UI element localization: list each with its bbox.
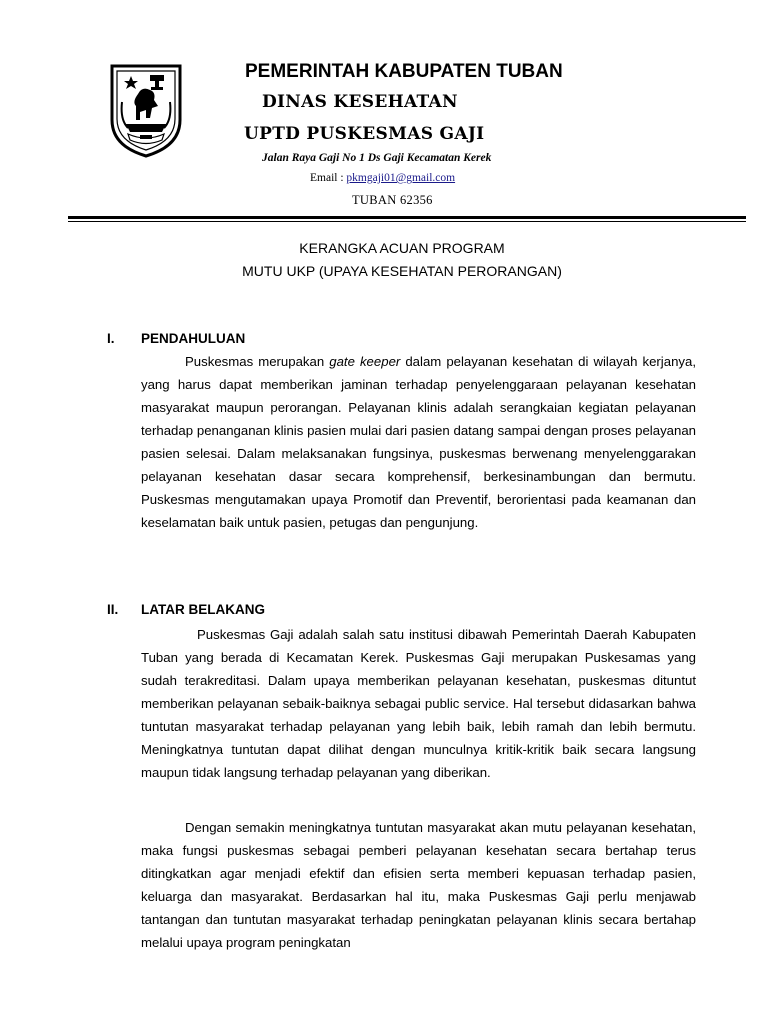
section-number: II. bbox=[107, 602, 119, 617]
letterhead-divider-thick bbox=[68, 216, 746, 219]
email-link[interactable]: pkmgaji01@gmail.com bbox=[346, 172, 456, 184]
document-title-line1: KERANGKA ACUAN PROGRAM bbox=[299, 240, 505, 256]
letterhead-unit: UPTD PUSKESMAS GAJI bbox=[244, 124, 485, 144]
paragraph-emphasis: gate keeper bbox=[329, 354, 401, 369]
section-number: I. bbox=[107, 331, 115, 346]
email-label: Email : bbox=[310, 172, 347, 184]
section-paragraph bbox=[141, 350, 696, 534]
paragraph-text: dalam pelayanan kesehatan di wilayah kerjanya, yang harus dapat memberikan jaminan terhadap penyelenggaraan pelayanan kesehatan masyarakat maupun perorangan. Pelayanan klinis adalah serangkaian kegiatan pelayanan terhadap penanganan klinis pasien mulai dari pasien datang sampai dengan proses pelayanan pasien selesai. Dalam melaksanakan fungsinya, puskesmas berwenang menyelenggarakan pelayanan kesehatan dasar secara komprehensif, berkesinambungan dan bermutu. Puskesmas mengutamakan upaya Promotif dan Preventif, berorientasi pada keamanan dan keselamatan baik untuk pasien, petugas dan pengunjung. bbox=[141, 354, 696, 530]
letterhead-divider-thin bbox=[68, 221, 746, 222]
section-heading: LATAR BELAKANG bbox=[141, 602, 265, 617]
section-heading: PENDAHULUAN bbox=[141, 331, 246, 346]
document-title-line2: MUTU UKP (UPAYA KESEHATAN PERORANGAN) bbox=[242, 263, 562, 279]
paragraph-text: Dengan semakin meningkatnya tuntutan masyarakat akan mutu pelayanan kesehatan, maka fungsi puskesmas sebagai pemberi pelayanan kesehatan secara bertahap terus ditingkatkan agar menjadi efektif dan efisien serta memberi kepuasan terhadap pasien, keluarga dan masyarakat. Berdasarkan hal itu, maka Puskesmas Gaji perlu menjawab tantangan dan tuntutan masyarakat terhadap peningkatan pelayanan klinis secara bertahap melalui upaya program peningkatan bbox=[141, 820, 696, 950]
letterhead-government: PEMERINTAH KABUPATEN TUBAN bbox=[245, 61, 563, 82]
section-paragraph bbox=[141, 623, 696, 784]
paragraph-text: Puskesmas merupakan bbox=[185, 354, 330, 369]
letterhead-email-line bbox=[310, 172, 455, 184]
letterhead-department: DINAS KESEHATAN bbox=[262, 92, 458, 112]
section-paragraph bbox=[141, 816, 696, 954]
paragraph-text: Puskesmas Gaji adalah salah satu institusi dibawah Pemerintah Daerah Kabupaten Tuban yang berada di Kecamatan Kerek. Puskesmas Gaji merupakan Puskesamas yang sudah terakreditasi. Dalam upaya memberikan pelayanan kesehatan, puskesmas dituntut memberikan pelayanan sebaik-baiknya sebagai public service. Hal tersebut didasarkan bahwa tuntutan masyarakat terhadap pelayanan yang lebih baik, lebih ramah dan lebih bermutu. Meningkatnya tuntutan dapat dilihat dengan munculnya kritik-kritik baik secara langsung maupun tidak langsung terhadap pelayanan yang diberikan. bbox=[141, 627, 696, 780]
regency-crest-icon bbox=[106, 62, 186, 158]
letterhead-address: Jalan Raya Gaji No 1 Ds Gaji Kecamatan Kerek bbox=[262, 152, 492, 164]
letterhead-postal: TUBAN 62356 bbox=[352, 193, 433, 207]
